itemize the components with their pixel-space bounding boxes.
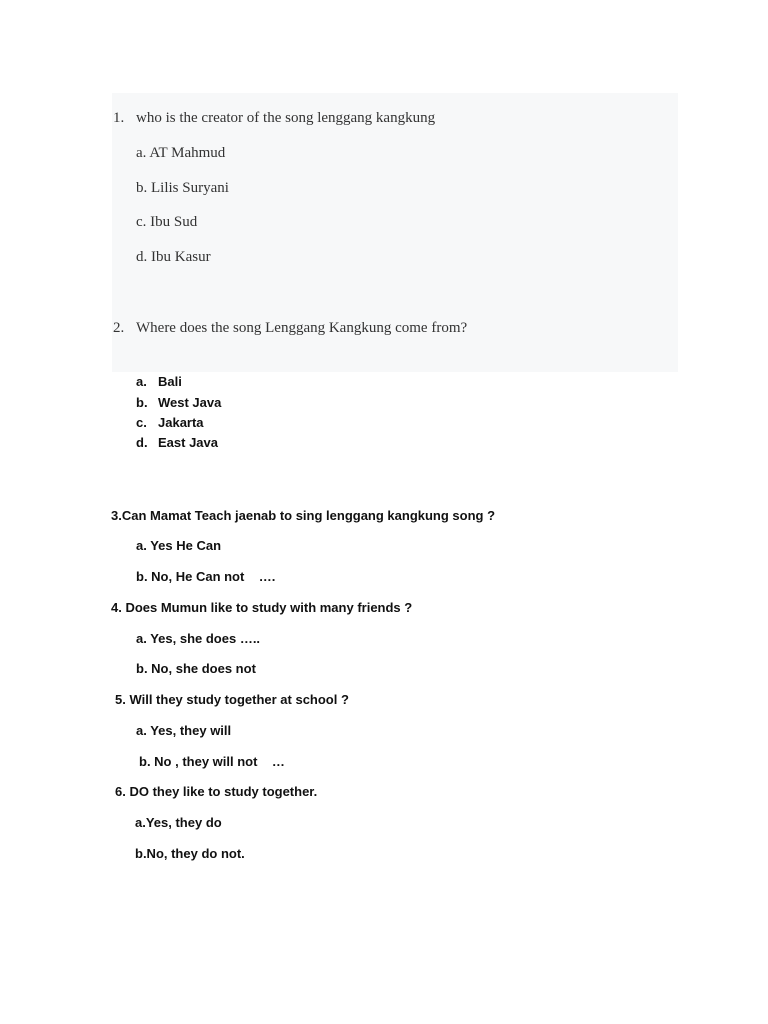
question-2-option-a-letter: a. xyxy=(136,374,147,389)
question-4-option-a: a. Yes, she does ….. xyxy=(136,631,261,646)
question-6-option-b: b.No, they do not. xyxy=(135,846,245,861)
question-2-number: 2. xyxy=(113,320,125,336)
question-2-option-b-text: West Java xyxy=(158,395,222,410)
question-5-text: 5. Will they study together at school ? xyxy=(115,692,349,707)
question-1-option-b: b. Lilis Suryani xyxy=(136,180,229,196)
question-1-number: 1. xyxy=(113,110,125,126)
question-3-option-b: b. No, He Can not …. xyxy=(136,569,276,584)
question-2-option-c-text: Jakarta xyxy=(158,415,204,430)
question-6-option-a: a.Yes, they do xyxy=(135,815,222,830)
question-5-option-a: a. Yes, they will xyxy=(136,723,232,738)
question-2-option-b-letter: b. xyxy=(136,395,148,410)
question-4-text: 4. Does Mumun like to study with many friends ? xyxy=(111,600,413,615)
shaded-block-left xyxy=(112,302,158,372)
question-4-option-b: b. No, she does not xyxy=(136,661,256,676)
question-2-option-c-letter: c. xyxy=(136,415,147,430)
question-5-option-b: b. No , they will not … xyxy=(139,754,285,769)
question-2-text: Where does the song Lenggang Kangkung come from? xyxy=(136,320,468,336)
question-2-option-d-letter: d. xyxy=(136,435,148,450)
question-1-text: who is the creator of the song lenggang kangkung xyxy=(136,110,436,126)
question-6-text: 6. DO they like to study together. xyxy=(115,784,318,799)
shaded-block-bottom xyxy=(158,302,678,372)
question-1-option-d: d. Ibu Kasur xyxy=(136,249,211,265)
question-2-option-a-text: Bali xyxy=(158,374,182,389)
question-3-option-a: a. Yes He Can xyxy=(136,538,222,553)
question-3-text: 3.Can Mamat Teach jaenab to sing lenggang kangkung song ? xyxy=(111,508,496,523)
question-2-option-d-text: East Java xyxy=(158,435,218,450)
question-1-option-a: a. AT Mahmud xyxy=(136,145,226,161)
question-1-option-c: c. Ibu Sud xyxy=(136,214,198,230)
